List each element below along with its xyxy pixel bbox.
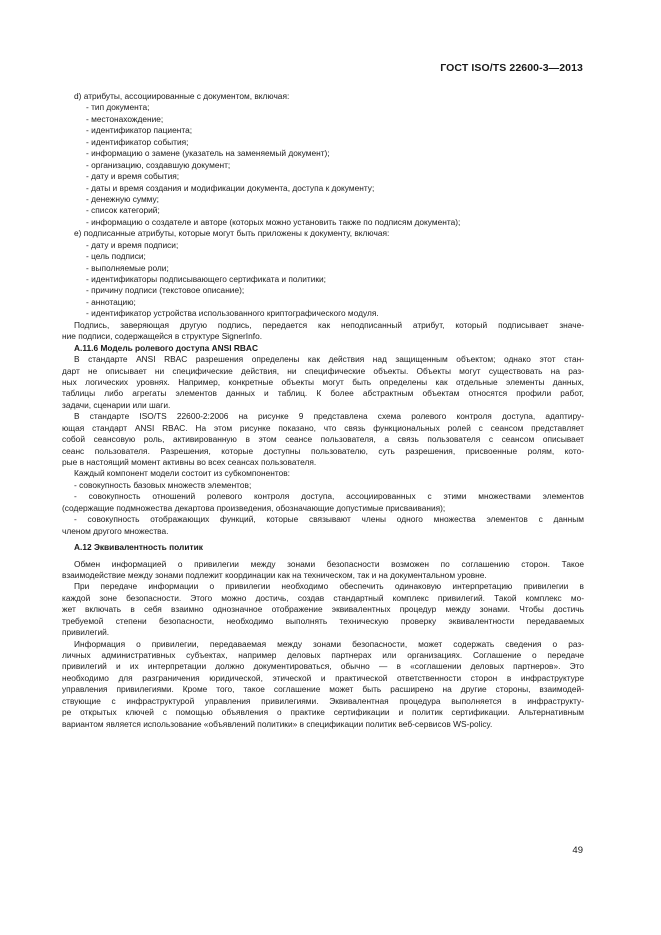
text-line: - местонахождение; xyxy=(86,113,164,124)
document-header: ГОСТ ISO/TS 22600-3—2013 xyxy=(440,62,583,74)
text-line: рые в настоящий момент активны во всех сеансах пользователя. xyxy=(62,457,317,467)
text-line: е) подписанные атрибуты, которые могут быть приложены к документу, включая: xyxy=(74,228,390,239)
section-heading: A.12 Эквивалентность политик xyxy=(74,542,203,553)
text-line: привилегий и их интерпретации должно документироваться, обычно — в «соглашении деловых партнеров». Это xyxy=(62,661,584,672)
text-line: - дату и время события; xyxy=(86,171,180,182)
text-line: - совокупность отображающих функций, которые связывают члены одного множества элементов с данным xyxy=(74,514,584,525)
section-heading: A.11.6 Модель ролевого доступа ANSI RBAC xyxy=(74,342,258,353)
text-line: - цель подписи; xyxy=(86,251,146,262)
text-line: - список категорий; xyxy=(86,205,160,216)
document-body xyxy=(62,91,584,730)
text-line: - совокупность базовых множеств элементов; xyxy=(74,479,252,490)
text-line: При передаче информации о привилегии необходимо обеспечить одинаковую интерпретацию привилегии в xyxy=(74,581,584,592)
text-line: собой сеансовую роль, активированную в этом сеансе пользователя, а связь пользователя с сеансом описывает xyxy=(62,434,584,445)
text-line: взаимодействие между зонами подлежит координации как на техническом, так и на документальном уровне. xyxy=(62,569,487,580)
text-line: дарт не описывает ни специфические действия, ни специфические объекты. Объекты могут существовать на раз- xyxy=(62,365,584,376)
text-line: привилегий. xyxy=(62,627,110,638)
text-line: ных логических уровнях. Например, конкретные объекты могут быть определены как отдельные элементы данных, xyxy=(62,376,584,387)
text-line: - совокупность отношений ролевого контроля доступа, ассоциированных с этими множествами элементов xyxy=(74,491,584,502)
text-line: ствующие с инфраструктурой управления привилегиями. Эквивалентная процедура выполняется в инфраструкту- xyxy=(62,695,584,706)
text-line: необходимо для разграничения юридической, этической и практической ответственности сторон в инфраструктуре xyxy=(62,672,584,683)
text-line: - идентификатор устройства использованного криптографического модуля. xyxy=(86,308,379,319)
text-line: личных административных субъектах, например деловых партнерах или организациях. Соглашение о передаче xyxy=(62,650,584,660)
text-line: d) атрибуты, ассоциированные с документом, включая: xyxy=(74,91,290,101)
page-number: 49 xyxy=(572,845,583,856)
text-line: управления привилегиями. Кроме того, такое соглашение может быть расширено на другие стороны, взаимодей- xyxy=(62,684,584,695)
text-line: - идентификатор события; xyxy=(86,136,189,147)
text-line: (содержащие подмножества декартова произведения, обозначающие допустимые присваивания); xyxy=(62,502,446,513)
text-line: - дату и время подписи; xyxy=(86,239,179,250)
text-line: ющая стандарт ANSI RBAC. На этом рисунке показано, что связь функциональных ролей с сеансом представляет xyxy=(62,422,584,433)
text-line: задачи, сценарии или шаги. xyxy=(62,399,171,410)
text-line: Информация о привилегии, передаваемая между зонами безопасности, может содержать сведения о раз- xyxy=(74,638,584,649)
text-line: - аннотацию; xyxy=(86,296,136,307)
text-line: В стандарте ISO/TS 22600-2:2006 на рисунке 9 представлена схема ролевого контроля доступа, адаптиру- xyxy=(74,411,584,422)
text-line: - информацию о создателе и авторе (которых можно установить также по подписям документа); xyxy=(86,216,461,227)
text-line: сеанс пользователя. Разрешения, которые доступны пользователю, суть разрешения, присвоенные ролям, кото- xyxy=(62,445,584,456)
text-line: - тип документа; xyxy=(86,102,150,113)
text-line: Подпись, заверяющая другую подпись, передается как неподписанный атрибут, который подписывает значе- xyxy=(74,319,584,330)
text-line: вариантом является использование «объявлений политики» в спецификации политик веб-сервисов WS-policy. xyxy=(62,718,493,729)
text-line: ре открытых ключей с помощью объявления о практике сертификации и политик сертификации. Альтернативным xyxy=(62,707,584,718)
text-line: - идентификаторы подписывающего сертификата и политики; xyxy=(86,274,327,284)
text-line: - выполняемые роли; xyxy=(86,262,169,273)
text-line: - денежную сумму; xyxy=(86,193,160,204)
text-line: - информацию о замене (указатель на заменяемый документ); xyxy=(86,148,330,159)
text-line: жет включать в себя взаимно однозначное отображение эквивалентных процедур между зонами. Чтобы достичь xyxy=(62,604,584,615)
text-line: - причину подписи (текстовое описание); xyxy=(86,285,245,296)
text-line: Обмен информацией о привилегии между зонами безопасности возможен по соглашению сторон. Такое xyxy=(74,558,584,569)
text-line: членом другого множества. xyxy=(62,525,169,536)
text-line: - идентификатор пациента; xyxy=(86,125,193,136)
text-line: ние подписи, содержащейся в структуре SignerInfo. xyxy=(62,331,263,342)
text-line: таблицы либо агрегаты элементов данных и таблиц. К более абстрактным объектам относятся профили работ, xyxy=(62,388,584,399)
text-line: каждой зоне безопасности. Этого можно достичь, создав стандартный комплекс привилегий. Такой комплекс мо- xyxy=(62,592,584,603)
text-line: - организацию, создавшую документ; xyxy=(86,159,231,170)
text-line: Каждый компонент модели состоит из субкомпонентов: xyxy=(74,468,290,479)
text-line: - даты и время создания и модификации документа, доступа к документу; xyxy=(86,182,375,193)
text-line: требуемой степени безопасности, необходимо выполнять техническую проверку эквивалентности передаваемых xyxy=(62,615,584,626)
text-line: В стандарте ANSI RBAC разрешения определены как действия над защищенным объектом; однако этот стан- xyxy=(74,354,584,365)
